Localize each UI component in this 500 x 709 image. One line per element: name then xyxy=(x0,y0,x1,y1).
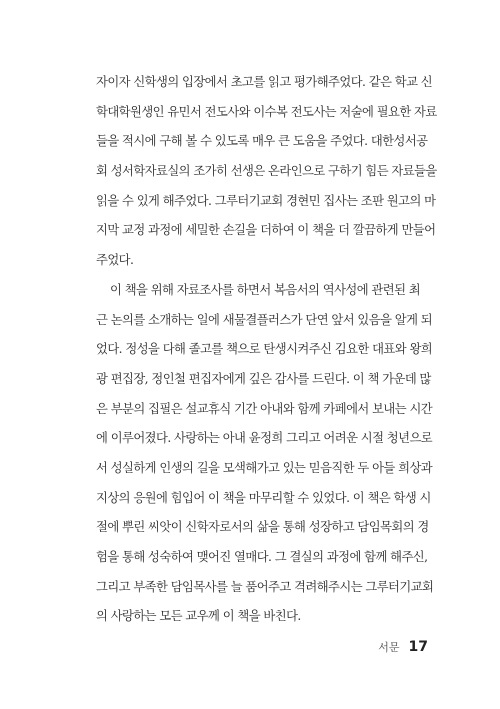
page-number: 17 xyxy=(408,639,428,655)
body-text xyxy=(96,68,437,632)
text-line: 읽을 수 있게 해주었다. 그루터기교회 경현민 집사는 조판 원고의 마 xyxy=(96,193,436,208)
text-line: 험을 통해 성숙하여 맺어진 열매다. 그 결실의 과정에 함께 해주신, xyxy=(96,550,428,564)
text-line: 들을 적시에 구해 볼 수 있도록 매우 큰 도움을 주었다. 대한성서공 xyxy=(96,134,428,149)
text-line: 은 부분의 집필은 설교휴식 기간 아내와 함께 카페에서 보내는 시간 xyxy=(96,401,433,416)
running-footer-section: 서문 xyxy=(378,641,400,654)
text-line: 의 사랑하는 모든 교우께 이 책을 바친다. xyxy=(96,609,301,624)
text-line: 었다. 정성을 다해 졸고를 책으로 탄생시켜주신 김요한 대표와 왕희 xyxy=(96,342,433,357)
text-line: 지막 교정 과정에 세밀한 손길을 더하여 이 책을 더 깔끔하게 만들어 xyxy=(96,223,436,238)
text-line: 주었다. xyxy=(96,253,134,268)
text-line: 서 성실하게 인생의 길을 모색해가고 있는 믿음직한 두 아들 희상과 xyxy=(96,460,433,475)
text-line: 그리고 부족한 담임목사를 늘 품어주고 격려해주시는 그루터기교회 xyxy=(96,579,434,594)
text-line: 절에 뿌린 씨앗이 신학자로서의 삶을 통해 성장하고 담임목회의 경 xyxy=(96,520,429,535)
text-line: 광 편집장, 정인철 편집자에게 깊은 감사를 드린다. 이 책 가운데 많 xyxy=(96,371,431,386)
text-line: 근 논의를 소개하는 일에 새물결플러스가 단연 앞서 있음을 알게 되 xyxy=(96,312,433,327)
text-line: 회 성서학자료실의 조가히 선생은 온라인으로 구하기 힘든 자료들을 xyxy=(96,164,437,179)
page-footer xyxy=(0,636,428,655)
text-line: 학대학원생인 유민서 전도사와 이수복 전도사는 저술에 필요한 자료 xyxy=(96,104,437,119)
text-line: 지상의 응원에 힘입어 이 책을 마무리할 수 있었다. 이 책은 학생 시 xyxy=(96,490,431,505)
text-line-paragraph-start: 이 책을 위해 자료조사를 하면서 복음서의 역사성에 관련된 최 xyxy=(110,282,421,297)
text-line: 자이자 신학생의 입장에서 초고를 읽고 평가해주었다. 같은 학교 신 xyxy=(96,75,433,89)
text-line: 에 이루어졌다. 사랑하는 아내 윤정희 그리고 어려운 시절 청년으로 xyxy=(96,431,433,446)
